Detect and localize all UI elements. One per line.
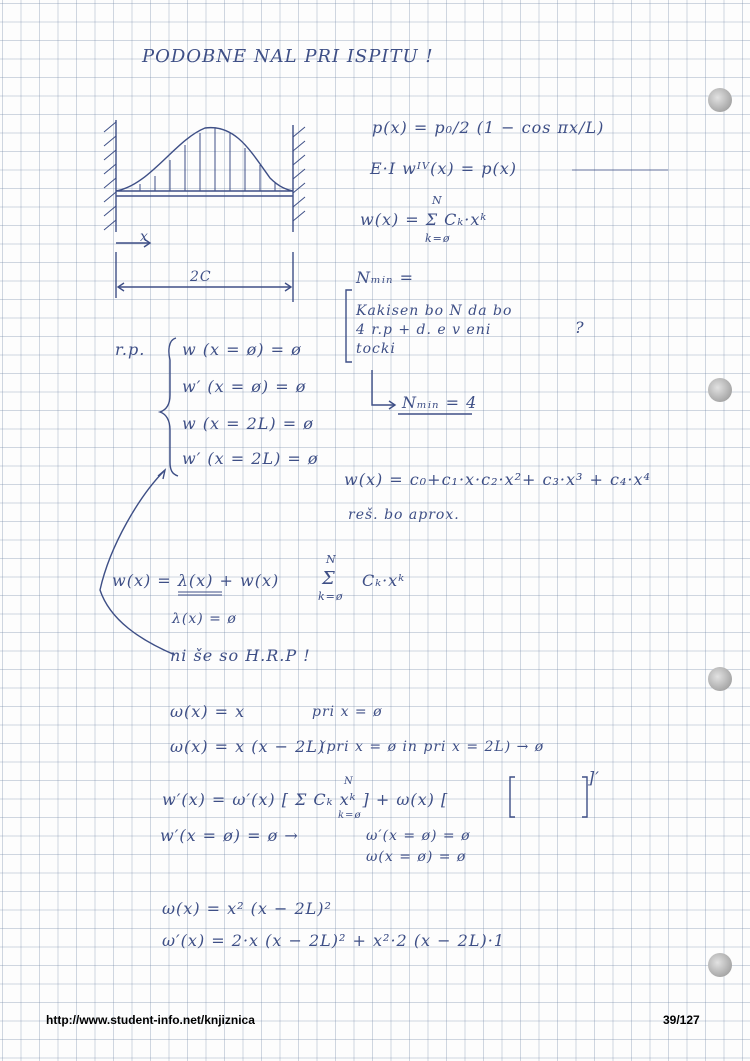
omega-line-2: ω(x) = x (x − 2L) xyxy=(170,737,326,756)
sweep-curve xyxy=(100,470,175,655)
trial-function: w(x) = λ(x) + w(x) xyxy=(112,571,280,590)
derivative-sum-lower: k=ø xyxy=(338,810,362,821)
question-mark: ? xyxy=(575,318,585,337)
nmin-heading: Nₘᵢₙ = xyxy=(356,268,415,287)
bc-label: r.p. xyxy=(115,340,146,359)
omega-condition: ω(x = ø) = ø xyxy=(366,849,467,865)
derivative-line: w′(x) = ω′(x) [ Σ Cₖ xᵏ ] + ω(x) [ xyxy=(162,790,449,809)
series-lower-limit: k=ø xyxy=(425,232,451,245)
brace-bc xyxy=(160,338,178,476)
trial-term: Cₖ·xᵏ xyxy=(362,571,406,590)
arrow-nmin xyxy=(372,370,395,405)
kakisen-line-2: 4 r.p + d. e v eni xyxy=(356,322,492,338)
span-label: 2C xyxy=(190,269,212,285)
page-title: PODOBNE NAL PRI ISPITU ! xyxy=(142,46,434,67)
load-equation: p(x) = p₀/2 (1 − cos πx/L) xyxy=(372,118,605,137)
omega-prime-condition: ω′(x = ø) = ø xyxy=(366,828,471,844)
hrp-note: ni še so H.R.P ! xyxy=(170,646,311,665)
derivative-sum-upper: N xyxy=(344,776,354,787)
omega-squared: ω(x) = x² (x − 2L)² xyxy=(162,899,332,918)
right-wall-hatch xyxy=(293,127,305,221)
x-label: x xyxy=(140,229,149,245)
polynomial-equation: w(x) = c₀+c₁·x·c₂·x²+ c₃·x³ + c₄·x⁴ xyxy=(344,470,651,489)
bc-condition-3: w (x = 2L) = ø xyxy=(182,414,314,433)
lambda-condition: λ(x) = ø xyxy=(172,611,237,627)
trial-sum-upper: N xyxy=(326,553,337,566)
derivative-condition: w′(x = ø) = ø → xyxy=(160,826,299,845)
load-curve xyxy=(116,128,293,191)
kakisen-line-1: Kakisen bo N da bo xyxy=(356,303,513,319)
ode-equation: E·I wᴵⱽ(x) = p(x) xyxy=(370,159,517,178)
derivative-close: ]′ xyxy=(588,768,600,787)
bracket-kakisen xyxy=(346,290,352,362)
footer-url[interactable]: http://www.student-info.net/knjiznica xyxy=(46,1013,255,1027)
left-wall-hatch xyxy=(104,122,116,230)
omega-line-1: ω(x) = x xyxy=(170,702,246,721)
series-equation: w(x) = Σ Cₖ·xᵏ xyxy=(360,210,488,229)
footer-page-number: 39/127 xyxy=(663,1013,700,1027)
kakisen-line-3: tocki xyxy=(356,341,396,357)
omega-squared-derivative: ω′(x) = 2·x (x − 2L)² + x²·2 (x − 2L)·1 xyxy=(162,931,505,950)
omega-line-1-note: pri x = ø xyxy=(312,704,383,720)
trial-sum-lower: k=ø xyxy=(318,590,344,603)
series-upper-limit: N xyxy=(432,194,443,207)
nmin-result: Nₘᵢₙ = 4 xyxy=(402,393,478,412)
load-arrows xyxy=(140,128,275,191)
omega-line-2-note: (pri x = ø in pri x = 2L) → ø xyxy=(320,739,545,755)
bc-condition-4: w′ (x = 2L) = ø xyxy=(182,449,319,468)
trial-sum-sign: Σ xyxy=(322,568,336,589)
approx-note: reš. bo aprox. xyxy=(348,507,460,523)
bc-condition-1: w (x = ø) = ø xyxy=(182,340,302,359)
bc-condition-2: w′ (x = ø) = ø xyxy=(182,377,307,396)
